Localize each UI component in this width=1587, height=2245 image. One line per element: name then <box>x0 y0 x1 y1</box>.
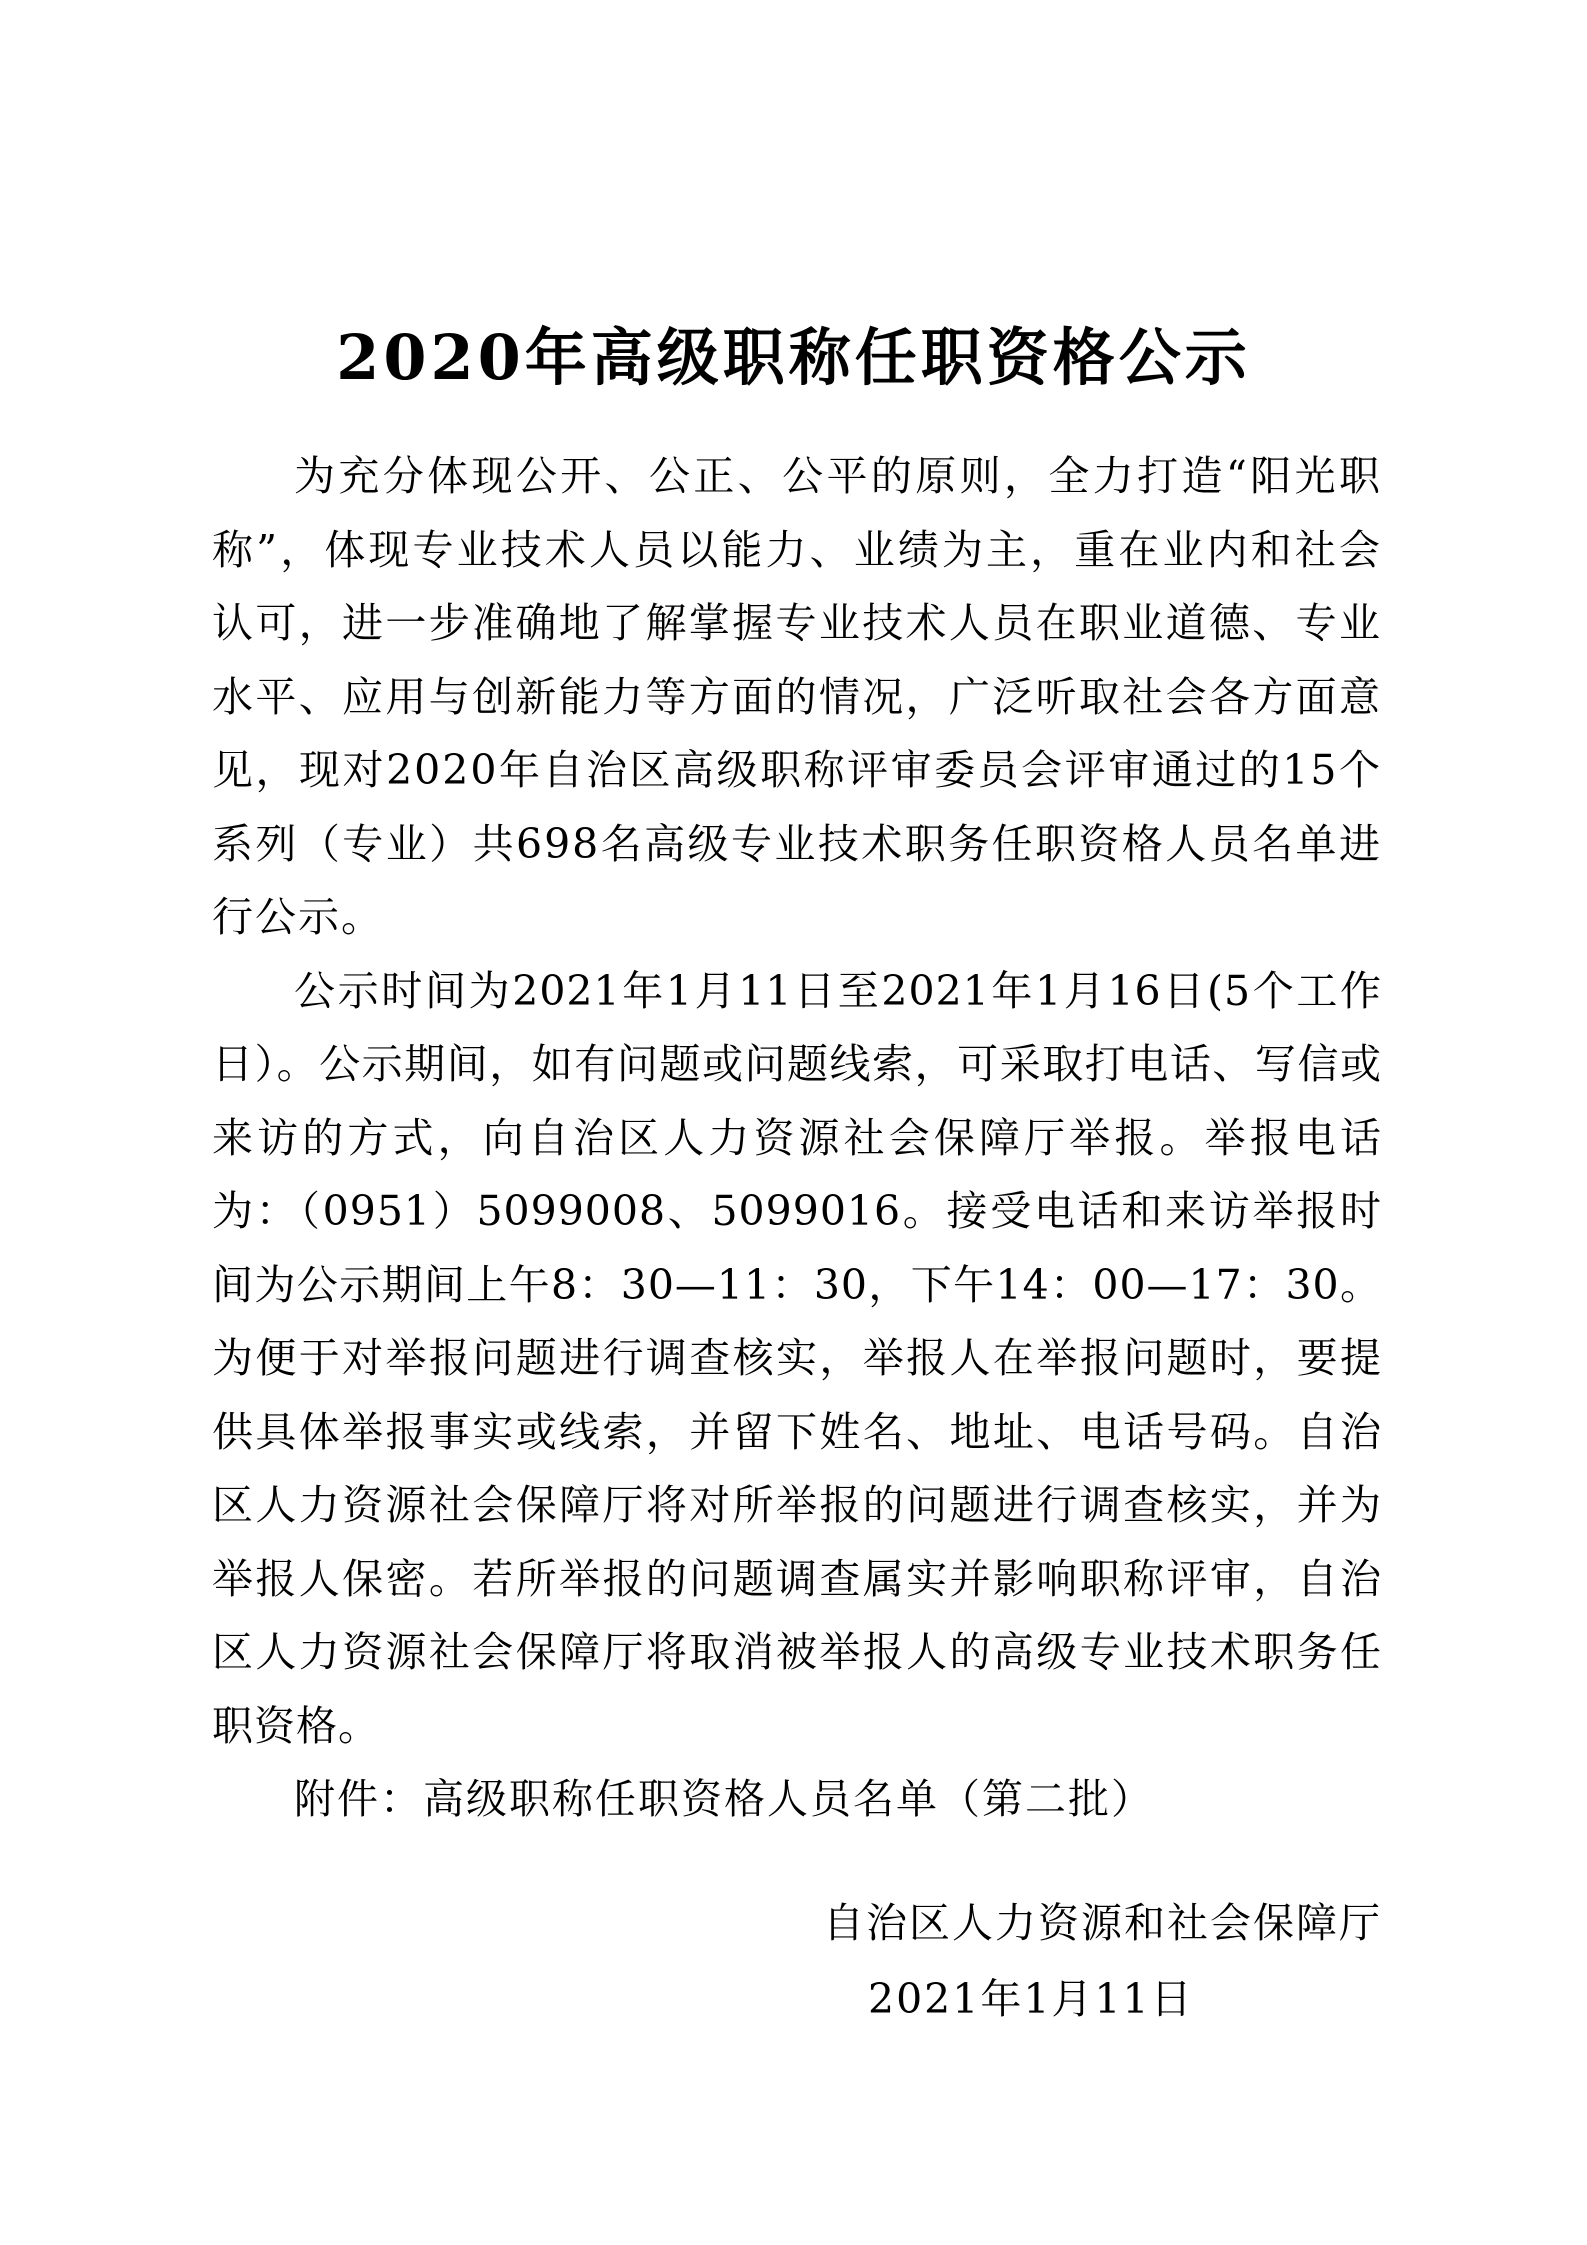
document-body <box>212 440 1382 1837</box>
document-title: 2020年高级职称任职资格公示 <box>336 320 1251 394</box>
signature-block <box>823 1885 1382 2037</box>
paragraph-notice-period: 公示时间为2021年1月11日至2021年1月16日(5个工作日）。公示期间，如有问题或问题线索，可采取打电话、写信或来访的方式，向自治区人力资源社会保障厅举报。举报电话为：（0951）5099008、5099016。接受电话和来访举报时间为公示期间上午8：30—11：30，下午14：00—17：30。为便于对举报问题进行调查核实，举报人在举报问题时，要提供具体举报事实或线索，并留下姓名、地址、电话号码。自治区人力资源社会保障厅将对所举报的问题进行调查核实，并为举报人保密。若所举报的问题调查属实并影响职称评审，自治区人力资源社会保障厅将取消被举报人的高级专业技术职务任职资格。 <box>212 966 1382 1750</box>
attachment-note: 附件：高级职称任职资格人员名单（第二批） <box>294 1775 1154 1823</box>
signature-date: 2021年1月11日 <box>868 1975 1194 2023</box>
paragraph-intro: 为充分体现公开、公正、公平的原则，全力打造“阳光职称”，体现专业技术人员以能力、业绩为主，重在业内和社会认可，进一步准确地了解掌握专业技术人员在职业道德、专业水平、应用与创新能力等方面的情况，广泛听取社会各方面意见，现对2020年自治区高级职称评审委员会评审通过的15个系列（专业）共698名高级专业技术职务任职资格人员名单进行公示。 <box>212 452 1382 941</box>
signature-organization: 自治区人力资源和社会保障厅 <box>823 1899 1382 1947</box>
